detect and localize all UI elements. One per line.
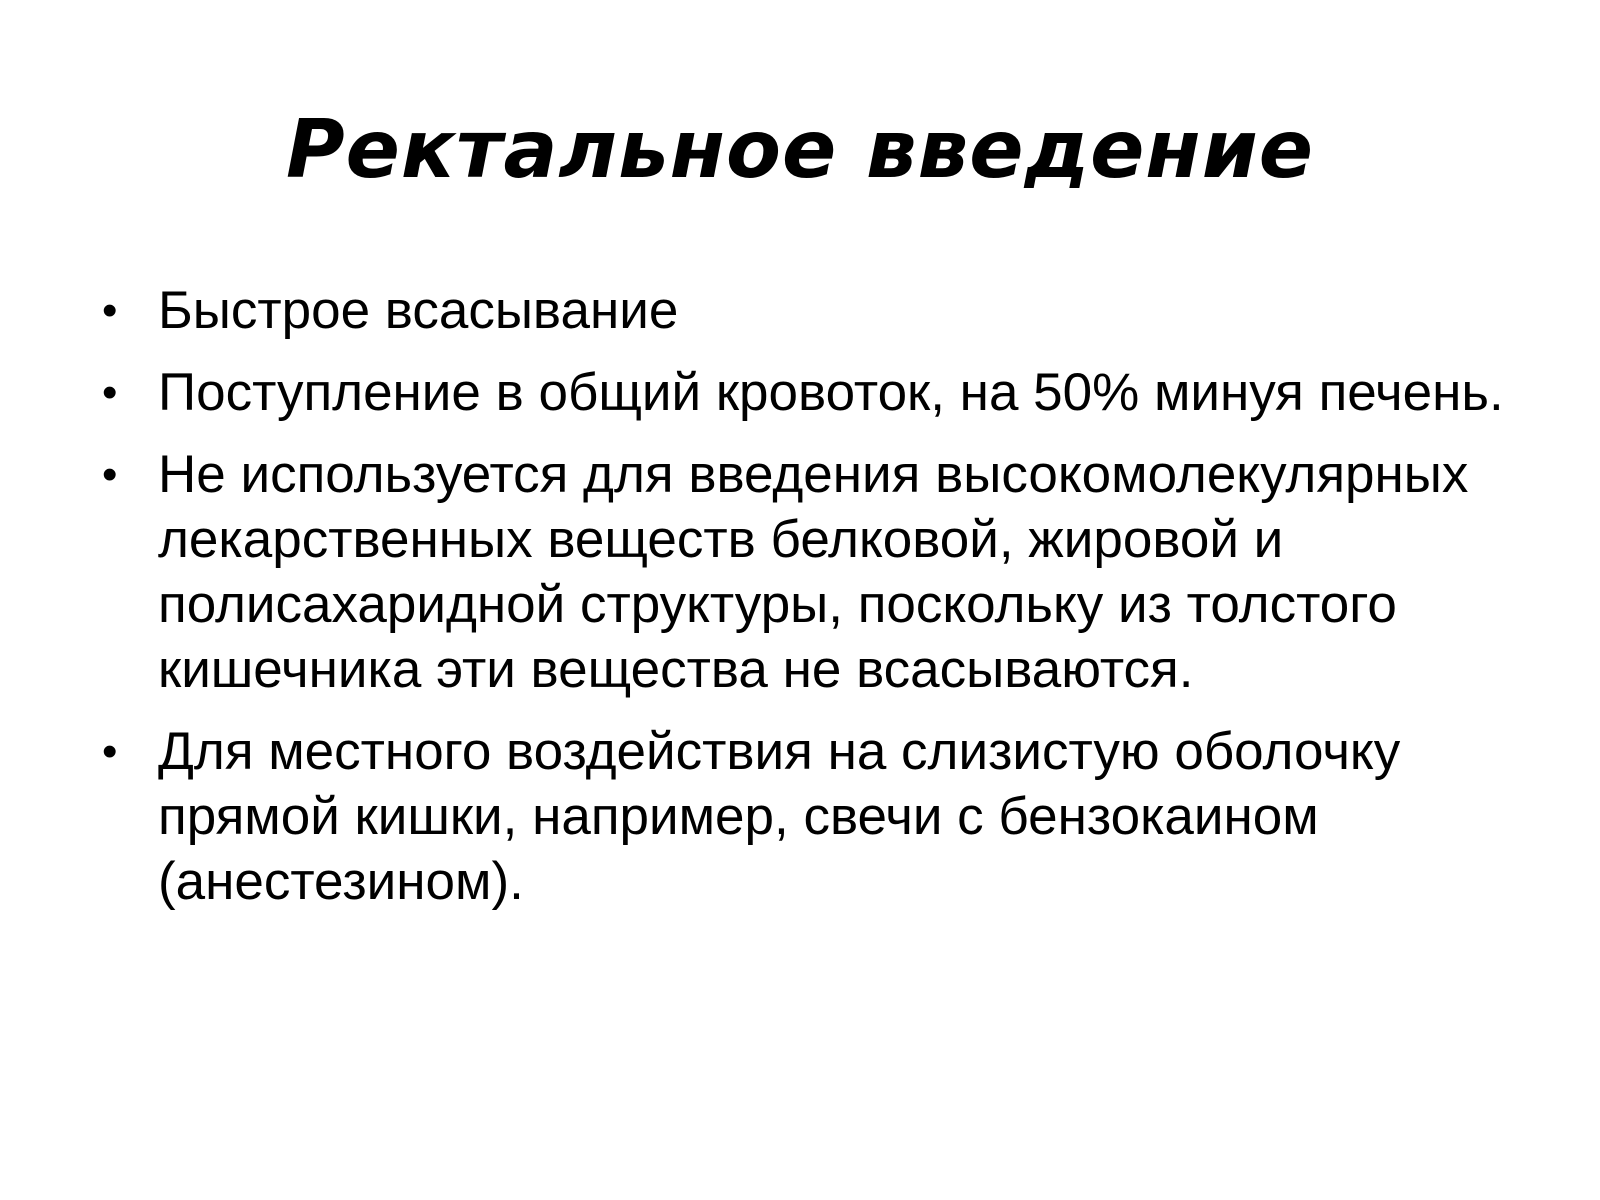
bullet-text: Не используется для введения высокомолекулярных лекарственных веществ белковой, жировой и полисахаридной структуры, поскольку из толстого кишечника эти вещества не всасываются. [158,445,1469,699]
bullet-point-icon: • [102,286,118,335]
bullet-list [90,278,1530,931]
slide-title: Ректальное введение [285,103,1315,196]
bullet-point-icon: • [102,368,118,417]
bullet-point-icon: • [102,450,118,499]
bullet-text: Для местного воздействия на слизистую оболочку прямой кишки, например, свечи с бензокаином (анестезином). [158,722,1401,911]
list-item [90,360,1530,425]
list-item [90,719,1530,914]
list-item [90,278,1530,343]
list-item [90,442,1530,702]
bullet-text: Быстрое всасывание [158,281,679,340]
bullet-text: Поступление в общий кровоток, на 50% минуя печень. [158,363,1504,422]
bullet-point-icon: • [102,727,118,776]
